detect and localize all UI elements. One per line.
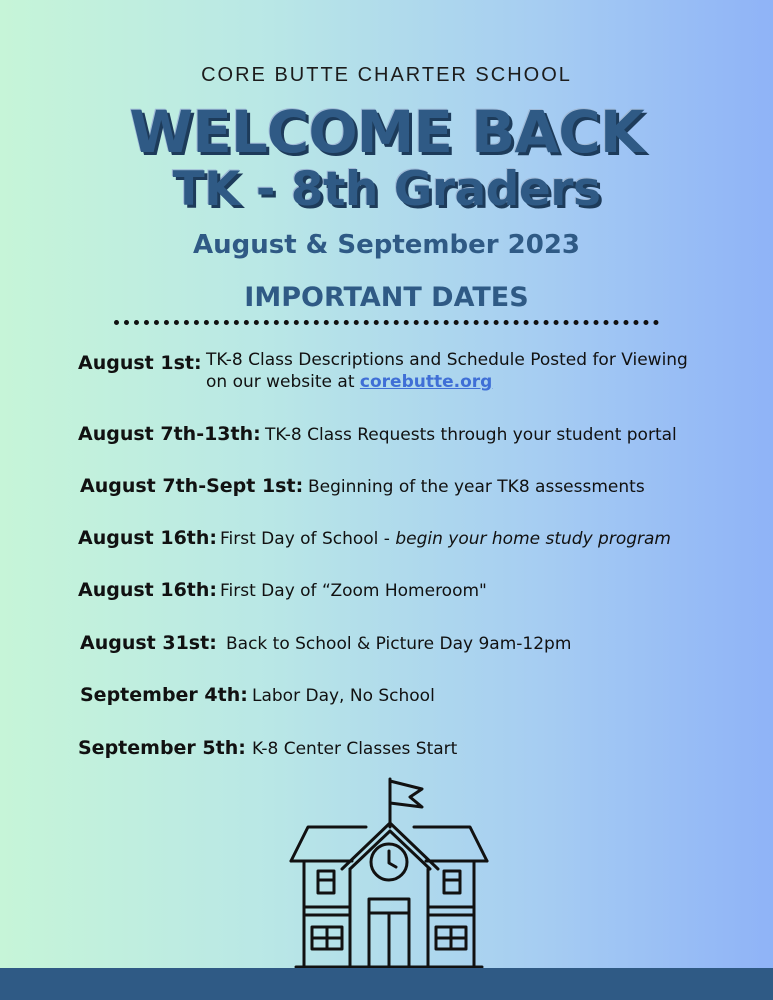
date-description: K-8 Center Classes Start (252, 739, 458, 759)
footer-bar (0, 968, 773, 1000)
headline-grades: TK - 8th Graders (172, 162, 601, 217)
date-label: August 16th (78, 579, 210, 601)
date-label: September 4th (80, 684, 241, 706)
date-description: TK-8 Class Descriptions and Schedule Posted for Viewing (206, 350, 688, 370)
date-description: First Day of “Zoom Homeroom" (220, 581, 487, 601)
date-label: August 1st (78, 352, 194, 374)
subheading-month: August & September 2023 (192, 230, 581, 260)
date-description: Back to School & Picture Day 9am-12pm (226, 634, 572, 654)
date-label: September 5th (78, 737, 239, 759)
date-label: August 16th (78, 527, 210, 549)
date-description: First Day of School - begin your home study program (220, 529, 671, 549)
date-description: Beginning of the year TK8 assessments (308, 477, 645, 497)
website-link[interactable]: corebutte.org (359, 372, 493, 392)
date-label: August 7th-Sept 1st (80, 475, 296, 497)
date-description: Labor Day, No School (252, 686, 435, 706)
date-label: August 7th-13th (78, 423, 254, 445)
headline-welcome-back: WELCOME BACK (129, 98, 644, 166)
dotted-divider (114, 320, 659, 325)
date-label: August 31st (80, 632, 210, 654)
schoolhouse-icon (286, 775, 492, 970)
date-description: TK-8 Class Requests through your student portal (265, 425, 677, 445)
section-title: IMPORTANT DATES (244, 282, 529, 313)
school-name: CORE BUTTE CHARTER SCHOOL (201, 64, 572, 86)
